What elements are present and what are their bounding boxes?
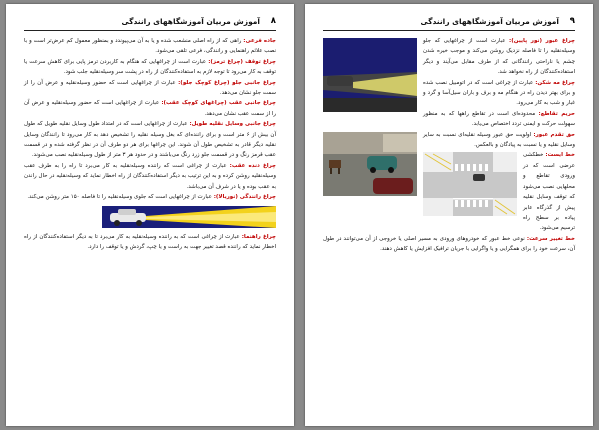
right-page — [305, 4, 593, 426]
page-number: ۹ — [569, 16, 575, 26]
paragraph: چراغ راهنما: عبارت از چراغی است که به راننده وسیله‌نقلیه به کار می‌برد تا به دیگر استفاده‌کنندگان از راه اخطار نماید که راننده قصد تغییر جهت به راست و یا چپ، گردش و یا توقف را دارد. — [24, 233, 276, 251]
page-number: ۸ — [270, 16, 276, 26]
paragraph: چراغ رانندگی (نوربالا): عبارت از چراغهایی است که جلوی وسیله‌نقلیه را تا فاصله ۱۵۰ متر روشن می‌کند. — [27, 194, 276, 201]
paragraph: چراغ توقف (چراغ ترمز): عبارت است از چراغهایی که هنگام به کاربردن ترمز پایی برای کاهش سرعت یا توقف به کار می‌رود تا توجه لازم به استفاده‌کنندگان از راه در پشت سر وسیله‌نقلیه جلب شود. — [24, 58, 276, 76]
stop-line-diagram — [423, 152, 517, 216]
paragraph: چراغ دنده عقب: عبارت از چراغی است که راننده وسیله‌نقلیه به کار می‌برد تا راه را به طرف عقب وسیله‌نقلیه روشن کرده و به این ترتیب به دیگر استفاده‌کنندگان از راه اخطار نماید که وسیله‌نقلیه در حال راندن به عقب بوده و یا در شرف آن می‌باشد. — [24, 162, 277, 190]
headlight-illustration — [102, 206, 276, 228]
paragraph: خط ایست: خطکشی عرضی است که در ورودی تقاطع و محلهایی نصب می‌شود که توقف وسایل نقلیه پیش از گذرگاه عابر پیاده بر سطح راه ترسیم می‌شود. — [523, 152, 575, 232]
paragraph: خط تغییر سرعت: نوعی خط عبور که خودروهای ورودی به مسیر اصلی یا خروجی از آن می‌توانند در طول آن، سرعت خود را برای همگرایی و یا واگرایی با جریان ترافیک افزایش یا کاهش دهند. — [323, 235, 576, 253]
header-title: آموزش مربیان آموزشگاههای رانندگی — [121, 17, 260, 26]
paragraph: چراغ مه شکن: عبارت از چراغی است که در اتومبیل نصب شده و برای بهتر دیدن راه در هنگام مه و برف و باران سیل‌آسا و گرد و غبار و شب به کار می‌رود. — [423, 79, 575, 107]
paragraph: چراغ جانبی وسایل نقلیه طویل: عبارت از چراغهایی است که در امتداد طول وسایل نقلیه طویل که طول آن بیش از ۶ متر است و برای راننده‌ای که بغل وسیله نقلیه را تشخیص دهد به کار می‌رود تا رانندگان وسایل نقلیه دیگر قادر به تشخیص طول آن شوند. این چراغها برای هر دو طرف آن در نظر گرفته شده و در قسمت عقب قرمز رنگ و در قسمت جلو زرد رنگ می‌باشند و در حدود هر ۳ متر از طول وسیله‌نقلیه نصب می‌شوند. — [24, 121, 276, 159]
left-page — [6, 4, 294, 426]
page-header — [24, 16, 276, 31]
low-beam-road-illustration — [323, 38, 417, 112]
header-title: آموزش مربیان آموزشگاههای رانندگی — [420, 17, 559, 26]
page-body — [24, 36, 276, 406]
paragraph: چراغ عبور (نور پایین): عبارت است از چراغهایی که جلو وسیله‌نقلیه را تا فاصله نزدیک روشن می‌کند و موجب خیره شدن چشم یا ناراحتی رانندگانی که از طرف مقابل می‌آیند و دیگر استفاده‌کنندگان از راه نخواهد شد. — [423, 38, 575, 76]
paragraph: جاده فرعی: راهی که از راه اصلی منشعب شده و یا به آن می‌پیوندد و بمنظور معمول کم عرض‌تر است و با نصب علائم راهنمایی و رانندگی، فرعی تلقی می‌شود. — [24, 38, 276, 55]
paragraph: چراغ جانبی جلو (چراغ کوچک جلو): عبارت از چراغهایی است که حضور وسیله‌نقلیه و عرض آن را از سمت جلو نشان می‌دهد. — [24, 79, 276, 97]
paragraph: حریم تقاطع: محدوده‌ای است در تقاطع راهها که به منظور سهولت حرکت و ایمنی تردد اختصاص می‌یابد. — [423, 110, 575, 128]
paragraph: حق تقدم عبور: اولویت حق عبور وسیله نقلیه‌ای نسبت به سایر وسایل نقلیه و یا نسبت به پیادگان و بالعکس. — [423, 131, 575, 149]
street-photo — [323, 132, 417, 196]
page-body — [323, 36, 575, 406]
page-header — [323, 16, 575, 31]
paragraph: چراغ جانبی عقب (چراغهای کوچک عقب): عبارت از چراغهایی است که حضور وسیله‌نقلیه و عرض آن را از سمت عقب نشان می‌دهد. — [24, 100, 276, 117]
